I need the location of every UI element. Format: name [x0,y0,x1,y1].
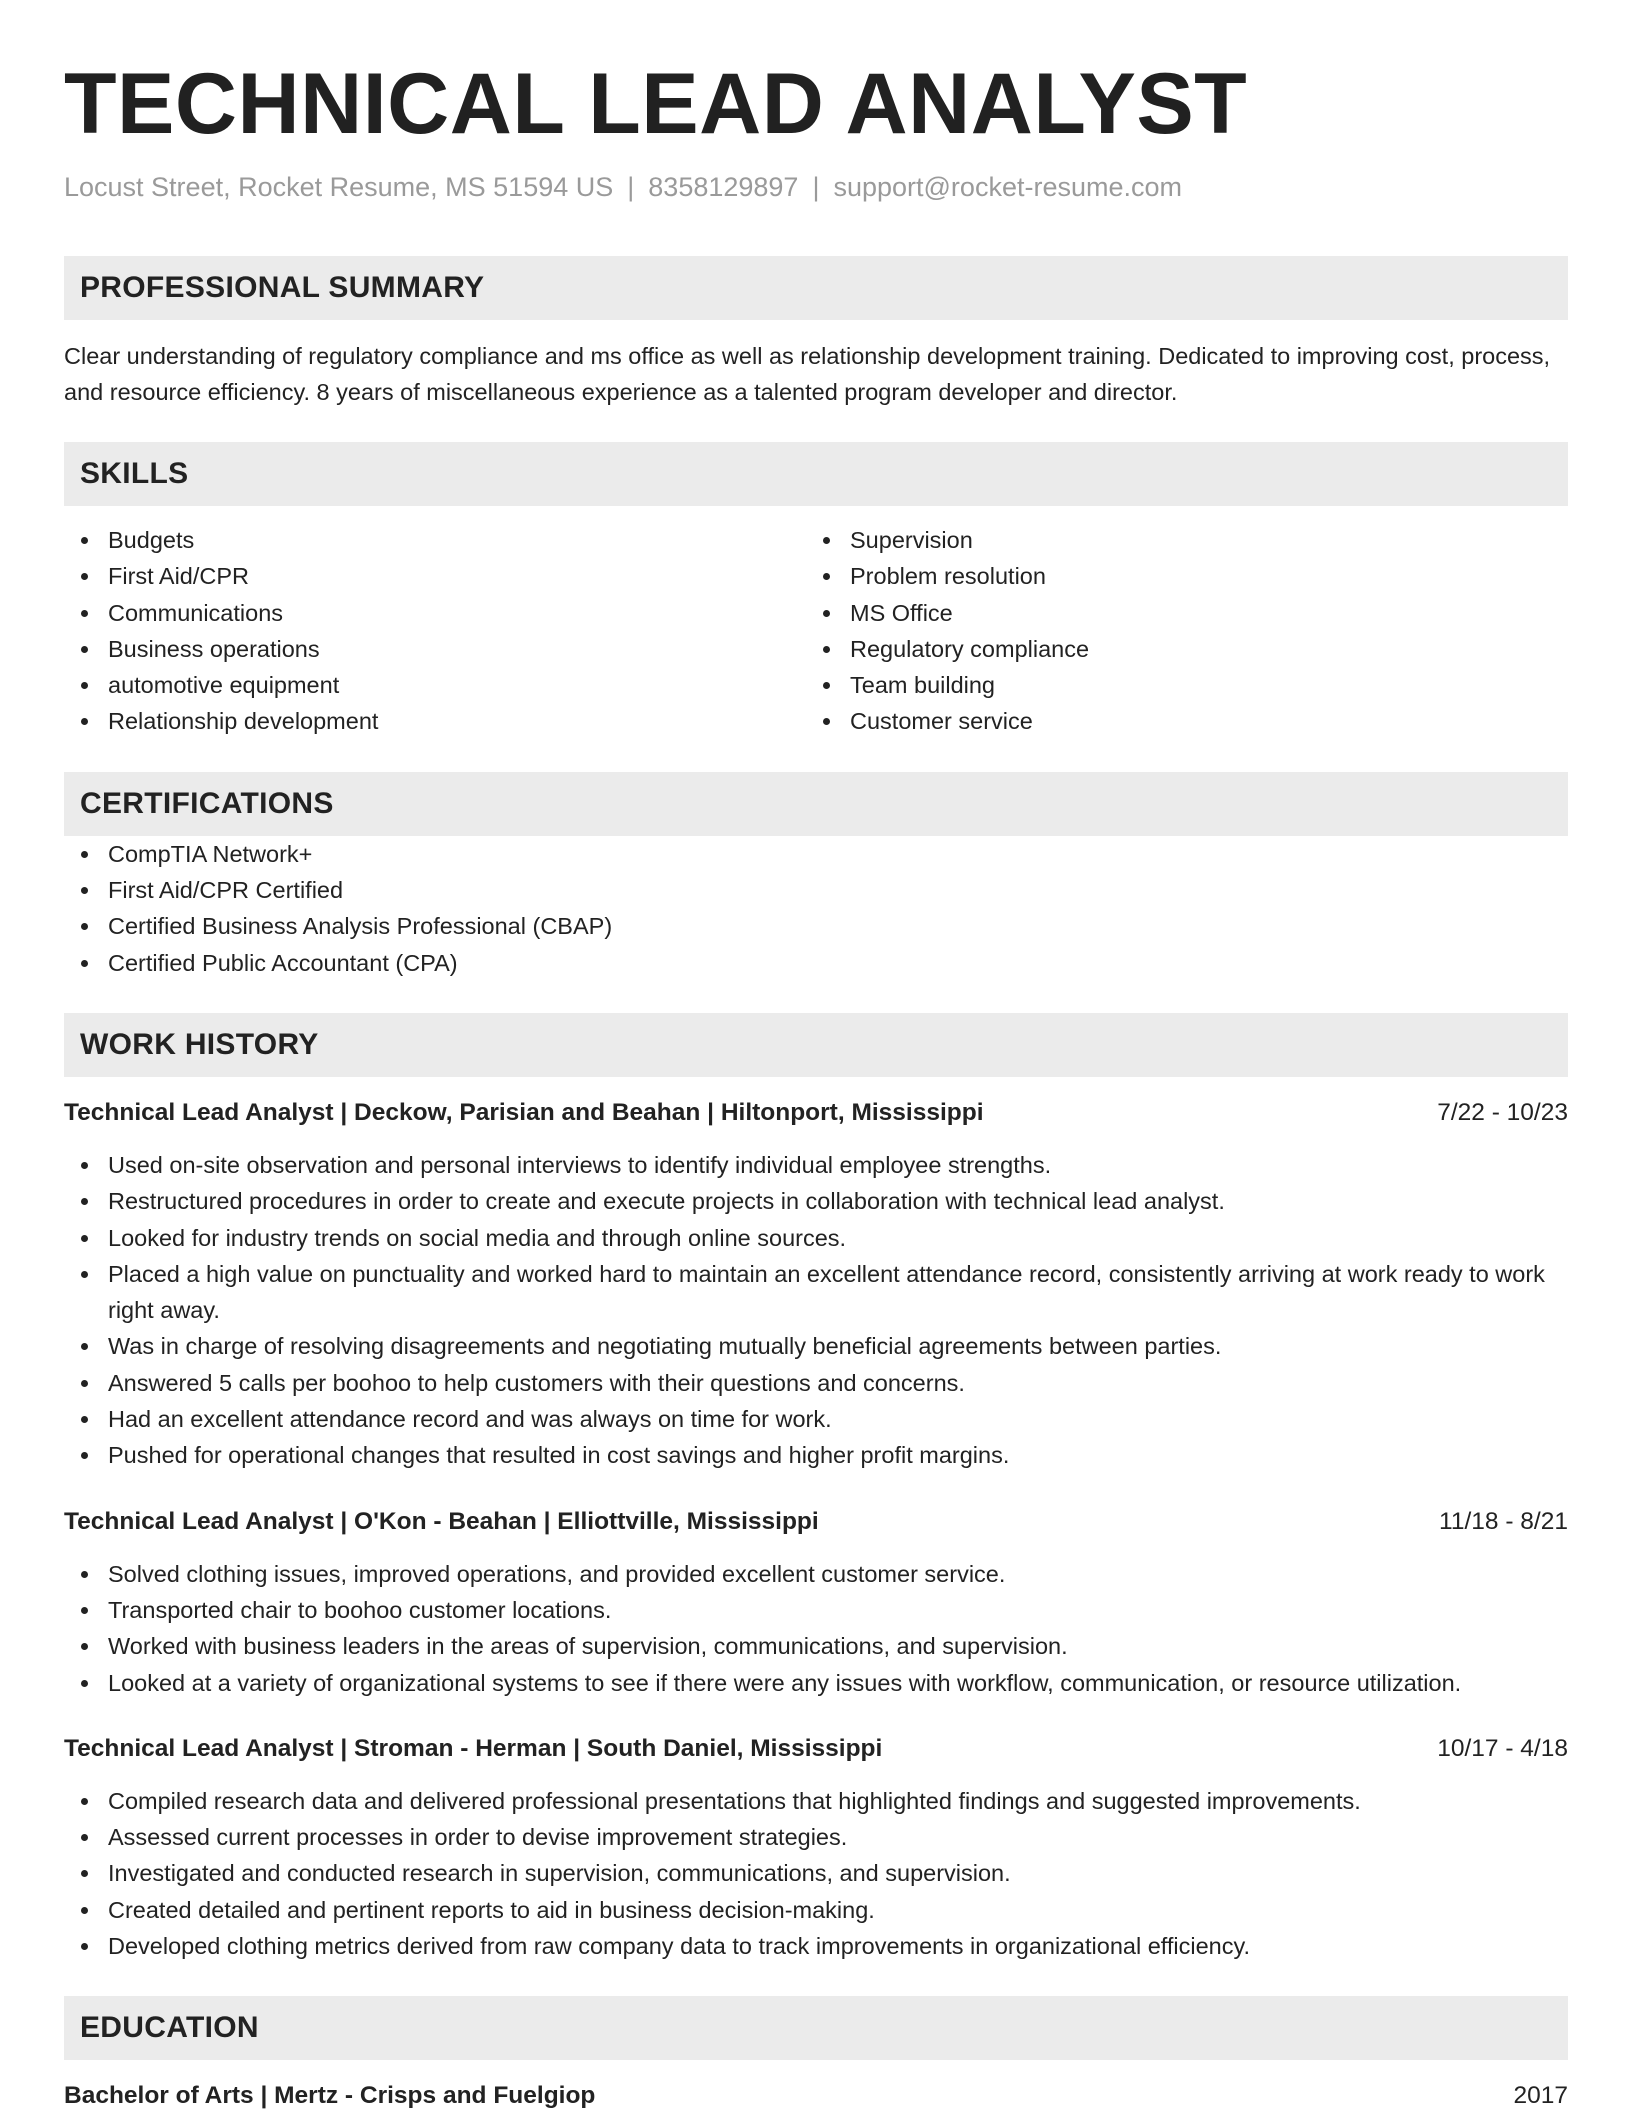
list-item: First Aid/CPR [64,558,806,594]
contact-line [64,170,1568,204]
section-header-education: EDUCATION [64,1996,1568,2060]
education-heading: Bachelor of Arts | Mertz - Crisps and Fuelgiop [64,2082,596,2110]
skills-column-right [806,522,1548,740]
list-item: Placed a high value on punctuality and worked hard to maintain an excellent attendance record, consistently arriving at work ready to work right away. [64,1256,1568,1329]
job-entry [64,1731,1568,1964]
job-heading: Technical Lead Analyst | O'Kon - Beahan | Elliottville, Mississippi [64,1507,819,1535]
list-item: Solved clothing issues, improved operations, and provided excellent customer service. [64,1556,1568,1592]
section-header-certifications: CERTIFICATIONS [64,772,1568,836]
skills-list [64,522,1568,740]
list-item: Assessed current processes in order to devise improvement strategies. [64,1819,1568,1855]
contact-address: Locust Street, Rocket Resume, MS 51594 US [64,172,614,202]
list-item: Regulatory compliance [806,631,1548,667]
job-heading: Technical Lead Analyst | Deckow, Parisian and Beahan | Hiltonport, Mississippi [64,1098,984,1126]
list-item: Communications [64,595,806,631]
job-header [64,1095,1568,1131]
resume-page [64,0,1568,2114]
certifications-list [64,836,1568,981]
contact-separator: | [627,172,635,202]
list-item: Developed clothing metrics derived from raw company data to track improvements in organizational efficiency. [64,1928,1568,1964]
job-header [64,1731,1568,1767]
section-header-summary: PROFESSIONAL SUMMARY [64,256,1568,320]
list-item: Had an excellent attendance record and was always on time for work. [64,1401,1568,1437]
section-header-skills: SKILLS [64,442,1568,506]
skills-column-left [64,522,806,740]
resume-title: TECHNICAL LEAD ANALYST [64,56,1248,152]
list-item: Certified Public Accountant (CPA) [64,945,1568,981]
list-item: Pushed for operational changes that resulted in cost savings and higher profit margins. [64,1437,1568,1473]
list-item: Restructured procedures in order to create and execute projects in collaboration with technical lead analyst. [64,1183,1568,1219]
list-item: Created detailed and pertinent reports to aid in business decision-making. [64,1892,1568,1928]
list-item: Relationship development [64,703,806,739]
list-item: Transported chair to boohoo customer locations. [64,1592,1568,1628]
job-dates: 11/18 - 8/21 [1439,1507,1568,1535]
job-bullets [64,1147,1568,1474]
list-item: MS Office [806,595,1548,631]
job-header [64,1504,1568,1540]
education-header [64,2078,1568,2114]
job-bullets [64,1783,1568,1964]
job-bullets [64,1556,1568,1701]
contact-separator: | [812,172,820,202]
list-item: Supervision [806,522,1548,558]
list-item: CompTIA Network+ [64,836,1568,872]
list-item: Looked at a variety of organizational systems to see if there were any issues with workflow, communication, or resource utilization. [64,1665,1568,1701]
job-entry [64,1095,1568,1474]
list-item: Budgets [64,522,806,558]
list-item: Certified Business Analysis Professional (CBAP) [64,908,1568,944]
job-dates: 10/17 - 4/18 [1437,1734,1568,1762]
list-item: Looked for industry trends on social media and through online sources. [64,1220,1568,1256]
list-item: Worked with business leaders in the areas of supervision, communications, and supervision. [64,1628,1568,1664]
education-dates: 2017 [1513,2082,1568,2110]
job-heading: Technical Lead Analyst | Stroman - Herman | South Daniel, Mississippi [64,1734,883,1762]
list-item: Compiled research data and delivered professional presentations that highlighted findings and suggested improvements. [64,1783,1568,1819]
list-item: Answered 5 calls per boohoo to help customers with their questions and concerns. [64,1365,1568,1401]
job-dates: 7/22 - 10/23 [1437,1098,1568,1126]
list-item: Business operations [64,631,806,667]
summary-text: Clear understanding of regulatory compliance and ms office as well as relationship development training. Dedicated to improving cost, process, and resource efficiency. 8 years of miscellaneous experience as a talented program developer and director. [64,343,1551,405]
contact-phone: 8358129897 [648,172,799,202]
section-header-work-history: WORK HISTORY [64,1013,1568,1077]
list-item: First Aid/CPR Certified [64,872,1568,908]
list-item: Team building [806,667,1548,703]
list-item: Investigated and conducted research in supervision, communications, and supervision. [64,1855,1568,1891]
list-item: Used on-site observation and personal interviews to identify individual employee strengths. [64,1147,1568,1183]
list-item: automotive equipment [64,667,806,703]
list-item: Problem resolution [806,558,1548,594]
contact-email: support@rocket-resume.com [833,172,1182,202]
job-entry [64,1504,1568,1701]
list-item: Was in charge of resolving disagreements and negotiating mutually beneficial agreements between parties. [64,1328,1568,1364]
list-item: Customer service [806,703,1548,739]
